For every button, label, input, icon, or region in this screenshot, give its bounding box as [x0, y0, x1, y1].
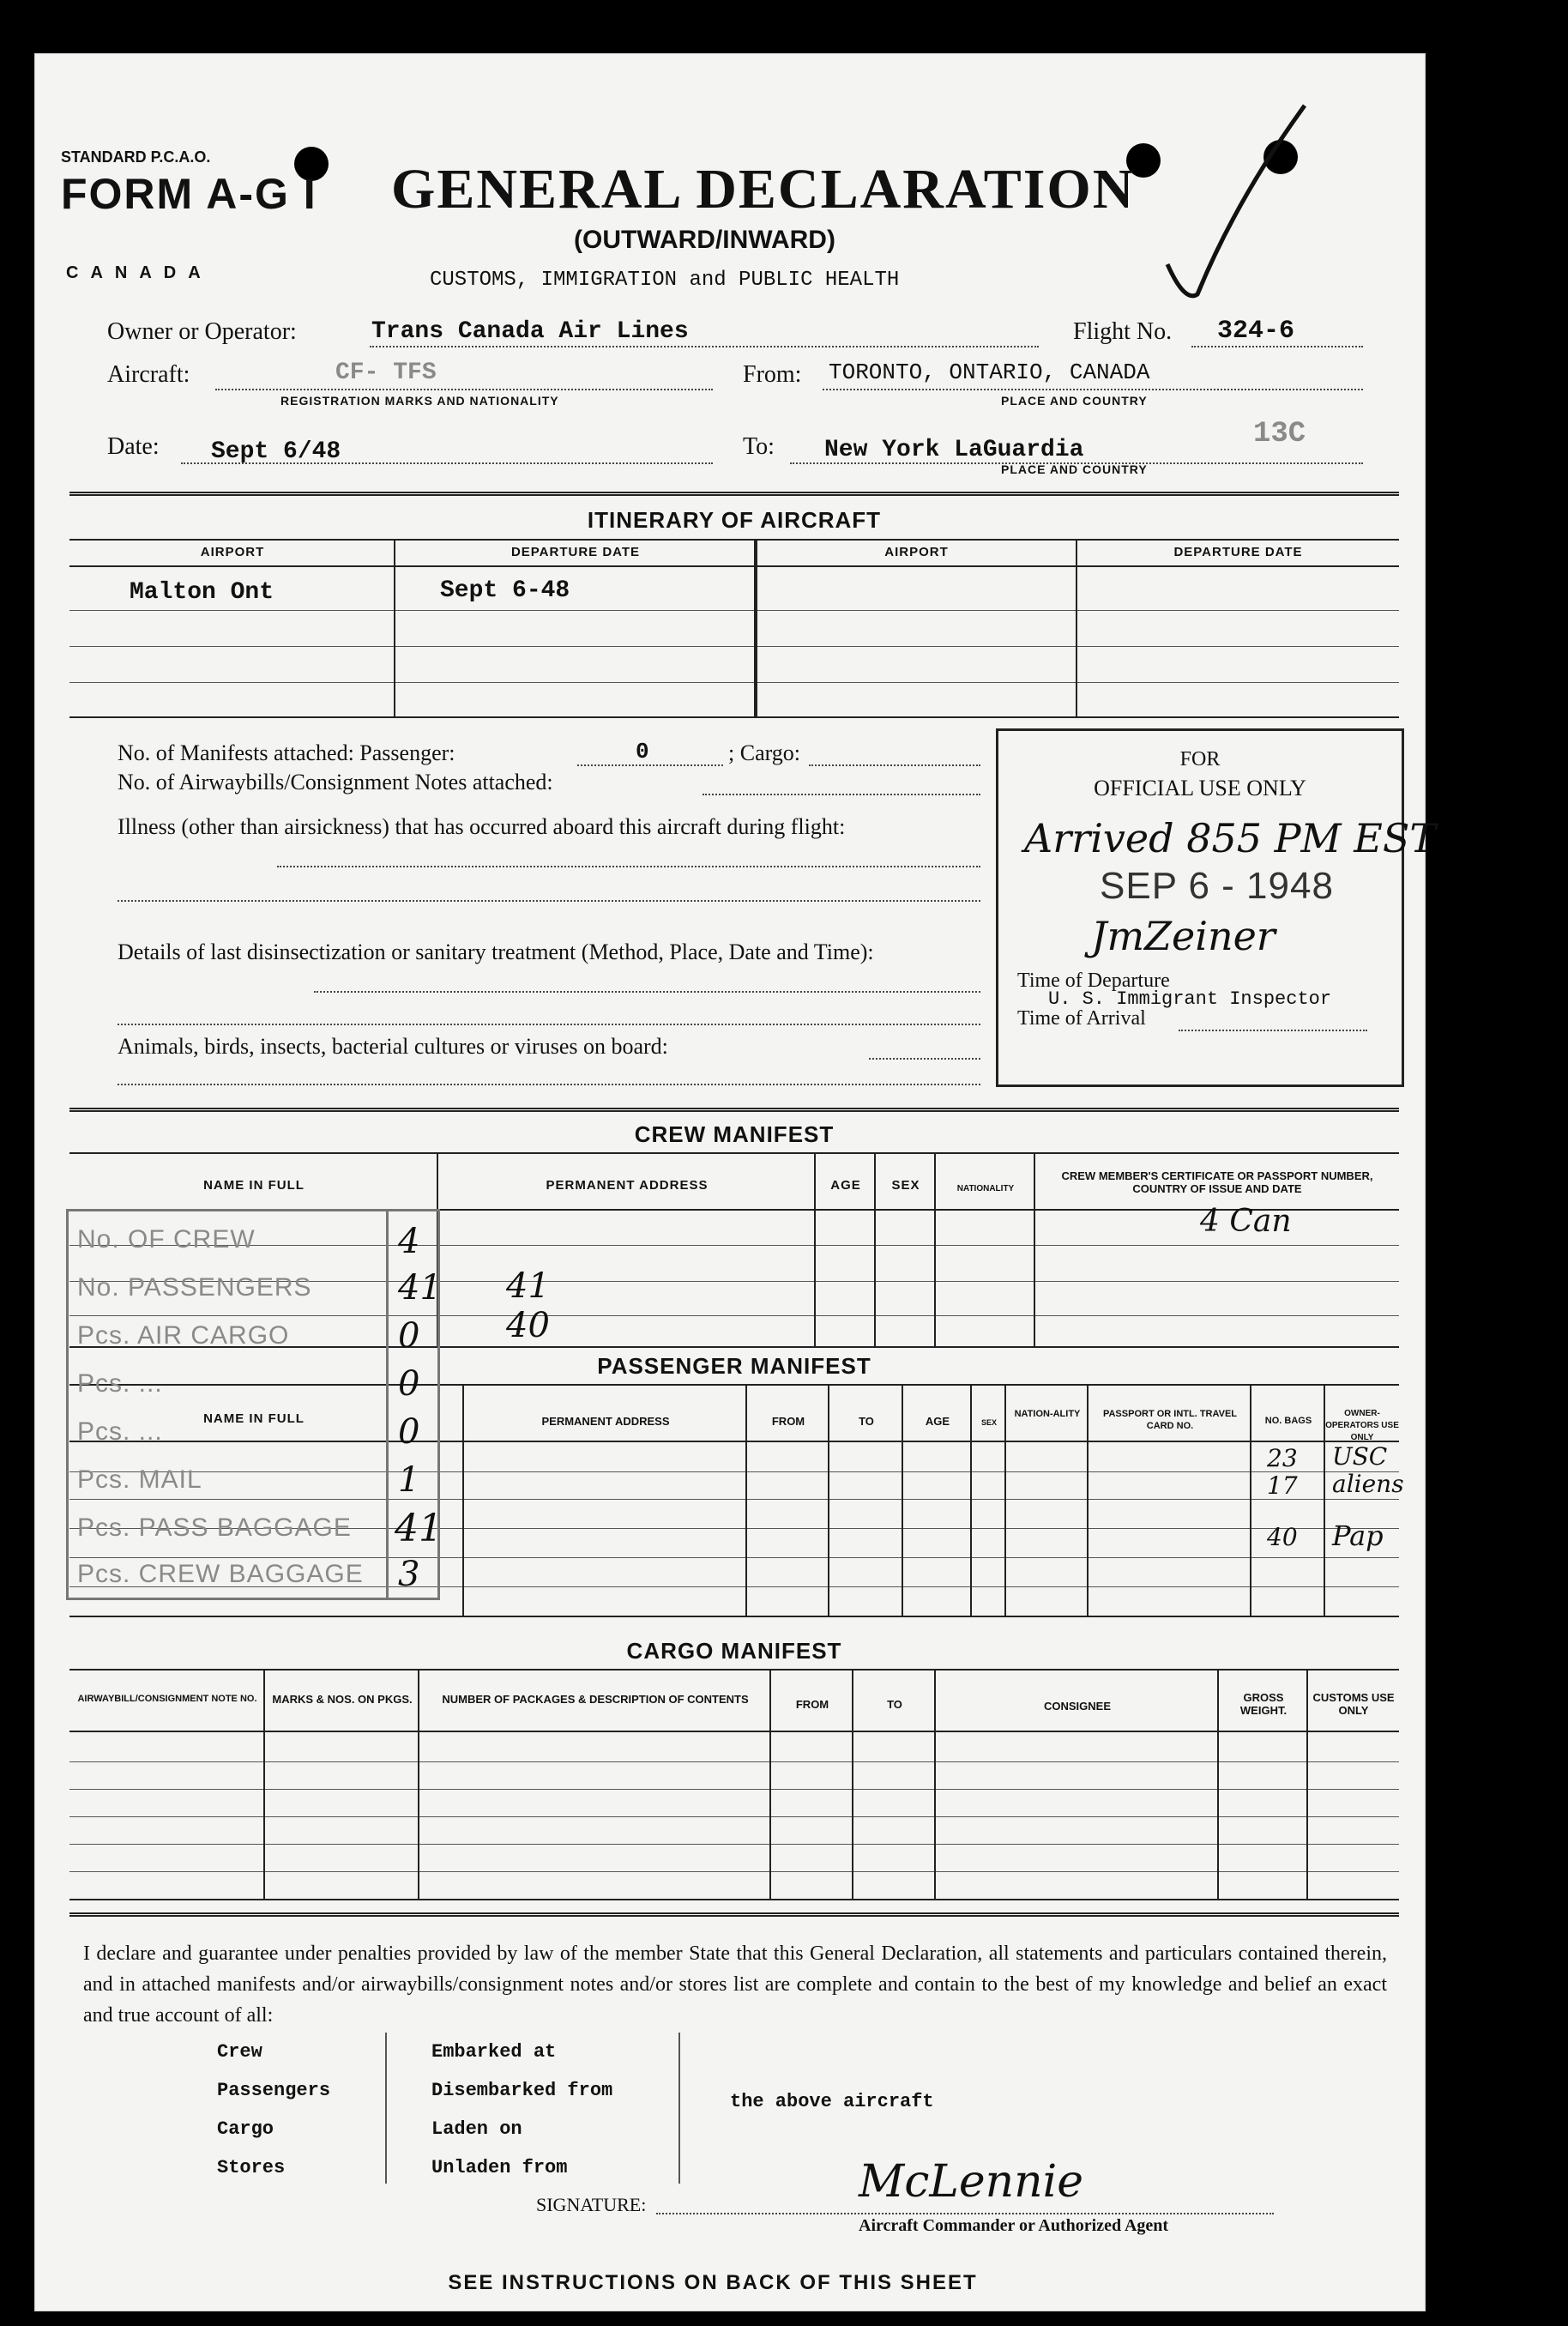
- date-value: Sept 6/48: [211, 438, 341, 465]
- animals-label: Animals, birds, insects, bacterial cultures or viruses on board:: [118, 1034, 668, 1059]
- stamp-value-crew: 4: [398, 1222, 420, 1261]
- declaration-disembarked: Disembarked from: [431, 2080, 613, 2101]
- stamp-line-crew-baggage: Pcs. CREW BAGGAGE: [77, 1560, 364, 1588]
- official-use-for: FOR: [1179, 748, 1221, 770]
- crew-col-address: PERMANENT ADDRESS: [546, 1178, 709, 1193]
- country-label: CANADA: [66, 263, 213, 282]
- pax-bags-row3: 40: [1267, 1523, 1298, 1551]
- stamp-line-3: Pcs. ...: [77, 1369, 163, 1398]
- pax-owner-row3: Pap: [1332, 1519, 1384, 1552]
- cargo-col-packages: NUMBER OF PACKAGES & DESCRIPTION OF CONTENTS: [442, 1693, 749, 1706]
- time-of-arrival-label: Time of Arrival: [1017, 1007, 1146, 1030]
- pax-bags-row1: 23: [1267, 1444, 1298, 1472]
- date-stamp: SEP 6 - 1948: [1100, 865, 1334, 907]
- from-value: TORONTO, ONTARIO, CANADA: [829, 359, 1150, 385]
- declaration-crew: Crew: [217, 2041, 262, 2063]
- pax-owner-row2: aliens: [1332, 1470, 1404, 1498]
- crew-col-age: AGE: [830, 1178, 861, 1193]
- commander-signature: McLennie: [859, 2156, 1084, 2208]
- declaration-text: I declare and guarantee under penalties provided by law of the member State that this General Declaration, all statements and particulars contained therein, and in attached manifests and/or airwaybills/consignment notes and/or stores list are complete and contain to the best of my knowledge and belief an exact and true account of all:: [83, 1942, 1387, 2027]
- pax-col-nationality: NATION-ALITY: [1014, 1409, 1081, 1419]
- pax-col-to: TO: [859, 1415, 874, 1428]
- pax-col-bags: NO. BAGS: [1264, 1416, 1312, 1426]
- stamp-value-cargo: 0: [398, 1316, 420, 1356]
- illness-label: Illness (other than airsickness) that has occurred aboard this aircraft during flight:: [118, 814, 846, 839]
- owner-label: Owner or Operator:: [107, 318, 297, 345]
- itinerary-col-departure: DEPARTURE DATE: [510, 545, 641, 559]
- cargo-label: ; Cargo:: [728, 740, 801, 765]
- cargo-col-from: FROM: [795, 1698, 829, 1711]
- manifests-passenger-value: 0: [636, 739, 649, 764]
- flight-label: Flight No.: [1073, 318, 1173, 345]
- stamp-value-pass-baggage: 41: [395, 1507, 443, 1550]
- declaration-embarked: Embarked at: [431, 2041, 557, 2063]
- manifests-label: No. of Manifests attached: Passenger:: [118, 740, 455, 765]
- inspector-signature: JmZeiner: [1091, 913, 1276, 959]
- stamp-value-crew-baggage: 3: [398, 1555, 420, 1594]
- immigrant-inspector-stamp: U. S. Immigrant Inspector: [1048, 988, 1332, 1010]
- passenger-manifest-title: PASSENGER MANIFEST: [597, 1353, 871, 1379]
- checkmark-icon: [1159, 88, 1313, 311]
- disinsectization-label: Details of last disinsectization or sanitary treatment (Method, Place, Date and Time):: [118, 939, 874, 964]
- cargo-col-to: TO: [887, 1698, 902, 1711]
- time-of-departure-label: Time of Departure: [1017, 970, 1170, 992]
- pax-col-owner: OWNER-OPERATORS USE ONLY: [1325, 1409, 1399, 1442]
- itinerary-title: ITINERARY OF AIRCRAFT: [587, 507, 882, 533]
- airwaybills-label: No. of Airwaybills/Consignment Notes attached:: [118, 770, 553, 794]
- direction-label: (OUTWARD/INWARD): [574, 226, 835, 254]
- pax-owner-row1: USC: [1332, 1442, 1388, 1471]
- signature-caption: Aircraft Commander or Authorized Agent: [859, 2216, 1169, 2235]
- signature-label: SIGNATURE:: [536, 2194, 647, 2215]
- stamp-line-mail: Pcs. MAIL: [77, 1465, 202, 1494]
- itinerary-col-airport: AIRPORT: [200, 545, 265, 559]
- count-stamp: [66, 1209, 550, 1600]
- cargo-manifest-title: CARGO MANIFEST: [626, 1638, 842, 1664]
- form-number: FORM A-G I: [61, 170, 317, 218]
- crew-col-certificate: CREW MEMBER'S CERTIFICATE OR PASSPORT NUMBER, COUNTRY OF ISSUE AND DATE: [1061, 1169, 1373, 1195]
- pax-col-from: FROM: [771, 1415, 805, 1428]
- itinerary-departure-value: Sept 6-48: [440, 577, 570, 604]
- from-label: From:: [743, 361, 802, 388]
- stamp-line-passengers: No. PASSENGERS: [77, 1273, 312, 1302]
- pax-col-address: PERMANENT ADDRESS: [541, 1415, 670, 1428]
- arrived-handwriting: Arrived 855 PM EST: [1024, 815, 1437, 861]
- to-value: New York LaGuardia: [824, 437, 1084, 463]
- stamp-value-3: 0: [398, 1364, 420, 1404]
- crew-col-nationality: NATIONALITY: [956, 1184, 1015, 1193]
- cargo-col-consignee: CONSIGNEE: [1043, 1700, 1111, 1713]
- stamp-line-cargo: Pcs. AIR CARGO: [77, 1321, 290, 1350]
- to-note: 13C: [1253, 418, 1306, 450]
- stamp-line-4: Pcs. ...: [77, 1417, 163, 1446]
- stamp-line-crew: No. OF CREW: [77, 1225, 256, 1254]
- official-use-box: [996, 728, 1437, 1087]
- standard-label: STANDARD P.C.A.O.: [61, 148, 211, 166]
- declaration-laden: Laden on: [431, 2118, 522, 2140]
- instructions-footer: SEE INSTRUCTIONS ON BACK OF THIS SHEET: [448, 2271, 978, 2294]
- cargo-col-customs: CUSTOMS USE ONLY: [1312, 1691, 1395, 1717]
- from-caption: PLACE AND COUNTRY: [1001, 394, 1148, 408]
- declaration-unladen: Unladen from: [431, 2157, 568, 2178]
- cargo-col-marks: MARKS & NOS. ON PKGS.: [272, 1693, 413, 1706]
- declaration-cargo: Cargo: [217, 2118, 274, 2140]
- to-label: To:: [743, 433, 775, 460]
- owner-value: Trans Canada Air Lines: [371, 318, 689, 345]
- crew-col-name: NAME IN FULL: [203, 1178, 305, 1193]
- page-title: GENERAL DECLARATION: [391, 158, 1136, 221]
- declaration-passengers: Passengers: [217, 2080, 331, 2101]
- itinerary-airport-value: Malton Ont: [130, 579, 274, 606]
- flight-value: 324-6: [1217, 317, 1295, 346]
- pax-col-name: NAME IN FULL: [203, 1411, 305, 1426]
- crew-certificate-note: 4 Can: [1200, 1204, 1292, 1239]
- stamp-value-passengers: 41: [398, 1268, 442, 1308]
- to-caption: PLACE AND COUNTRY: [1001, 462, 1148, 476]
- itinerary-col-departure-2: DEPARTURE DATE: [1173, 545, 1303, 559]
- stamp-value-4: 0: [398, 1412, 420, 1452]
- stamp-value-mail: 1: [398, 1460, 420, 1500]
- registration-caption: REGISTRATION MARKS AND NATIONALITY: [280, 394, 559, 408]
- declaration-stores: Stores: [217, 2157, 286, 2178]
- stamp-line-pass-baggage: Pcs. PASS BAGGAGE: [77, 1513, 352, 1542]
- declaration-aircraft: the above aircraft: [730, 2091, 934, 2112]
- cargo-col-airwaybill: AIRWAYBILL/CONSIGNMENT NOTE NO.: [77, 1694, 257, 1704]
- stamp-passenger-note: 41 40: [506, 1266, 550, 1345]
- crew-manifest-title: CREW MANIFEST: [634, 1121, 835, 1147]
- pax-col-age: AGE: [925, 1415, 950, 1428]
- aircraft-label: Aircraft:: [107, 361, 190, 388]
- pax-col-passport: PASSPORT OR INTL. TRAVEL CARD NO.: [1102, 1409, 1238, 1431]
- aircraft-value: CF- TFS: [335, 359, 437, 386]
- itinerary-col-airport-2: AIRPORT: [884, 545, 949, 559]
- pax-col-sex: SEX: [980, 1418, 997, 1427]
- form-sheet: [34, 53, 1437, 2311]
- crew-col-sex: SEX: [891, 1178, 920, 1193]
- cargo-col-gross-weight: GROSS WEIGHT.: [1239, 1691, 1288, 1717]
- subtitle: CUSTOMS, IMMIGRATION and PUBLIC HEALTH: [430, 269, 900, 292]
- pax-bags-row2: 17: [1267, 1471, 1298, 1500]
- date-label: Date:: [107, 433, 160, 460]
- official-use-title: OFFICIAL USE ONLY: [1094, 776, 1306, 801]
